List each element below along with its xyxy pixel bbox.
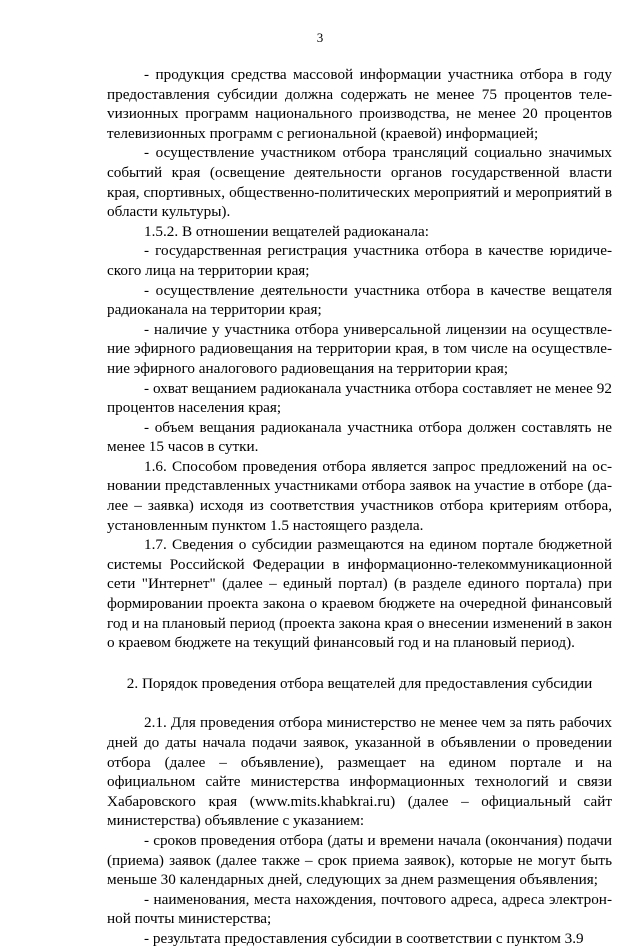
paragraph-subsidy-result: - результата предоставления субсидии в соответствии с пунктом 3.9: [144, 929, 584, 947]
paragraph-radio-coverage: - охват вещанием радиоканала участника отбора составляет не менее 92 процентов населения края;: [107, 379, 612, 417]
paragraph-tv-broadcast-events: - осуществление участником отбора трансляций социально значимых событий края (освещение деятельности органов государственной власти края, спортивных, общественно-политических мероприятий и мероприятий в области культуры).: [107, 144, 612, 221]
paragraph-tv-content-requirement: - продукция средства массовой информации участника отбора в году предоставления субсидии должна содержать не менее 75 процентов телеvизионных программ национального производства, не менее 20 процентов телевизионных программ с региональной (краевой) информацией;: [107, 66, 612, 142]
paragraph-radio-registration: - государственная регистрация участника отбора в качестве юридического лица на территории края;: [107, 242, 612, 279]
document-body: [107, 65, 612, 949]
paragraph-subsidy-info-portal: 1.7. Сведения о субсидии размещаются на едином портале бюджетной системы Российской Федерации в информационно-телекоммуникационной сети "Интернет" (далее – единый портал) (в разделе единого портала) при формировании проекта закона о краевом бюджете на очередной финансовый год и на плановый период (проекта закона края о внесении изменений в закон о краевом бюджете на текущий финансовый год и на плановый период).: [107, 536, 612, 652]
section-heading: 2. Порядок проведения отбора вещателей для предоставления субсидии: [126, 674, 593, 692]
paragraph-announcement: 2.1. Для проведения отбора министерство не менее чем за пять рабочих дней до даты начала подачи заявок, указанной в объявлении о проведении отбора (далее – объявление), размещает на едином портале и на официальном сайте министерства информационных технологий и связи Хабаровского края (www.mits.khabkrai.ru) (далее – официальный сайт министерства) объявление с указанием:: [107, 714, 612, 830]
paragraph-radio-license: - наличие у участника отбора универсальной лицензии на осуществление эфирного радиовещания на территории края, в том числе на осуществление эфирного аналогового радиовещания на территории края;: [107, 320, 612, 377]
paragraph-ministry-contacts: - наименования, места нахождения, почтового адреса, адреса электронной почты министерства;: [107, 890, 612, 928]
paragraph-radio-activity: - осуществление деятельности участника отбора в качестве вещателя радиоканала на территории края;: [107, 281, 612, 319]
paragraph-selection-method: 1.6. Способом проведения отбора является запрос предложений на основании представленных участниками отбора заявок на участие в отборе (далее – заявка) исходя из соответствия участников отбора критериям отбора, установленным пунктом 1.5 настоящего раздела.: [107, 457, 612, 534]
paragraph-radio-volume: - объем вещания радиоканала участника отбора должен составлять не менее 15 часов в сутки.: [107, 418, 612, 456]
paragraph-radio-subheading: 1.5.2. В отношении вещателей радиоканала:: [144, 222, 429, 240]
paragraph-deadlines: - сроков проведения отбора (даты и времени начала (окончания) подачи (приема) заявок (далее также – срок приема заявок), которые не могут быть меньше 30 календарных дней, следующих за днем размещения объявления;: [107, 831, 612, 889]
page-number: 3: [316, 30, 324, 45]
